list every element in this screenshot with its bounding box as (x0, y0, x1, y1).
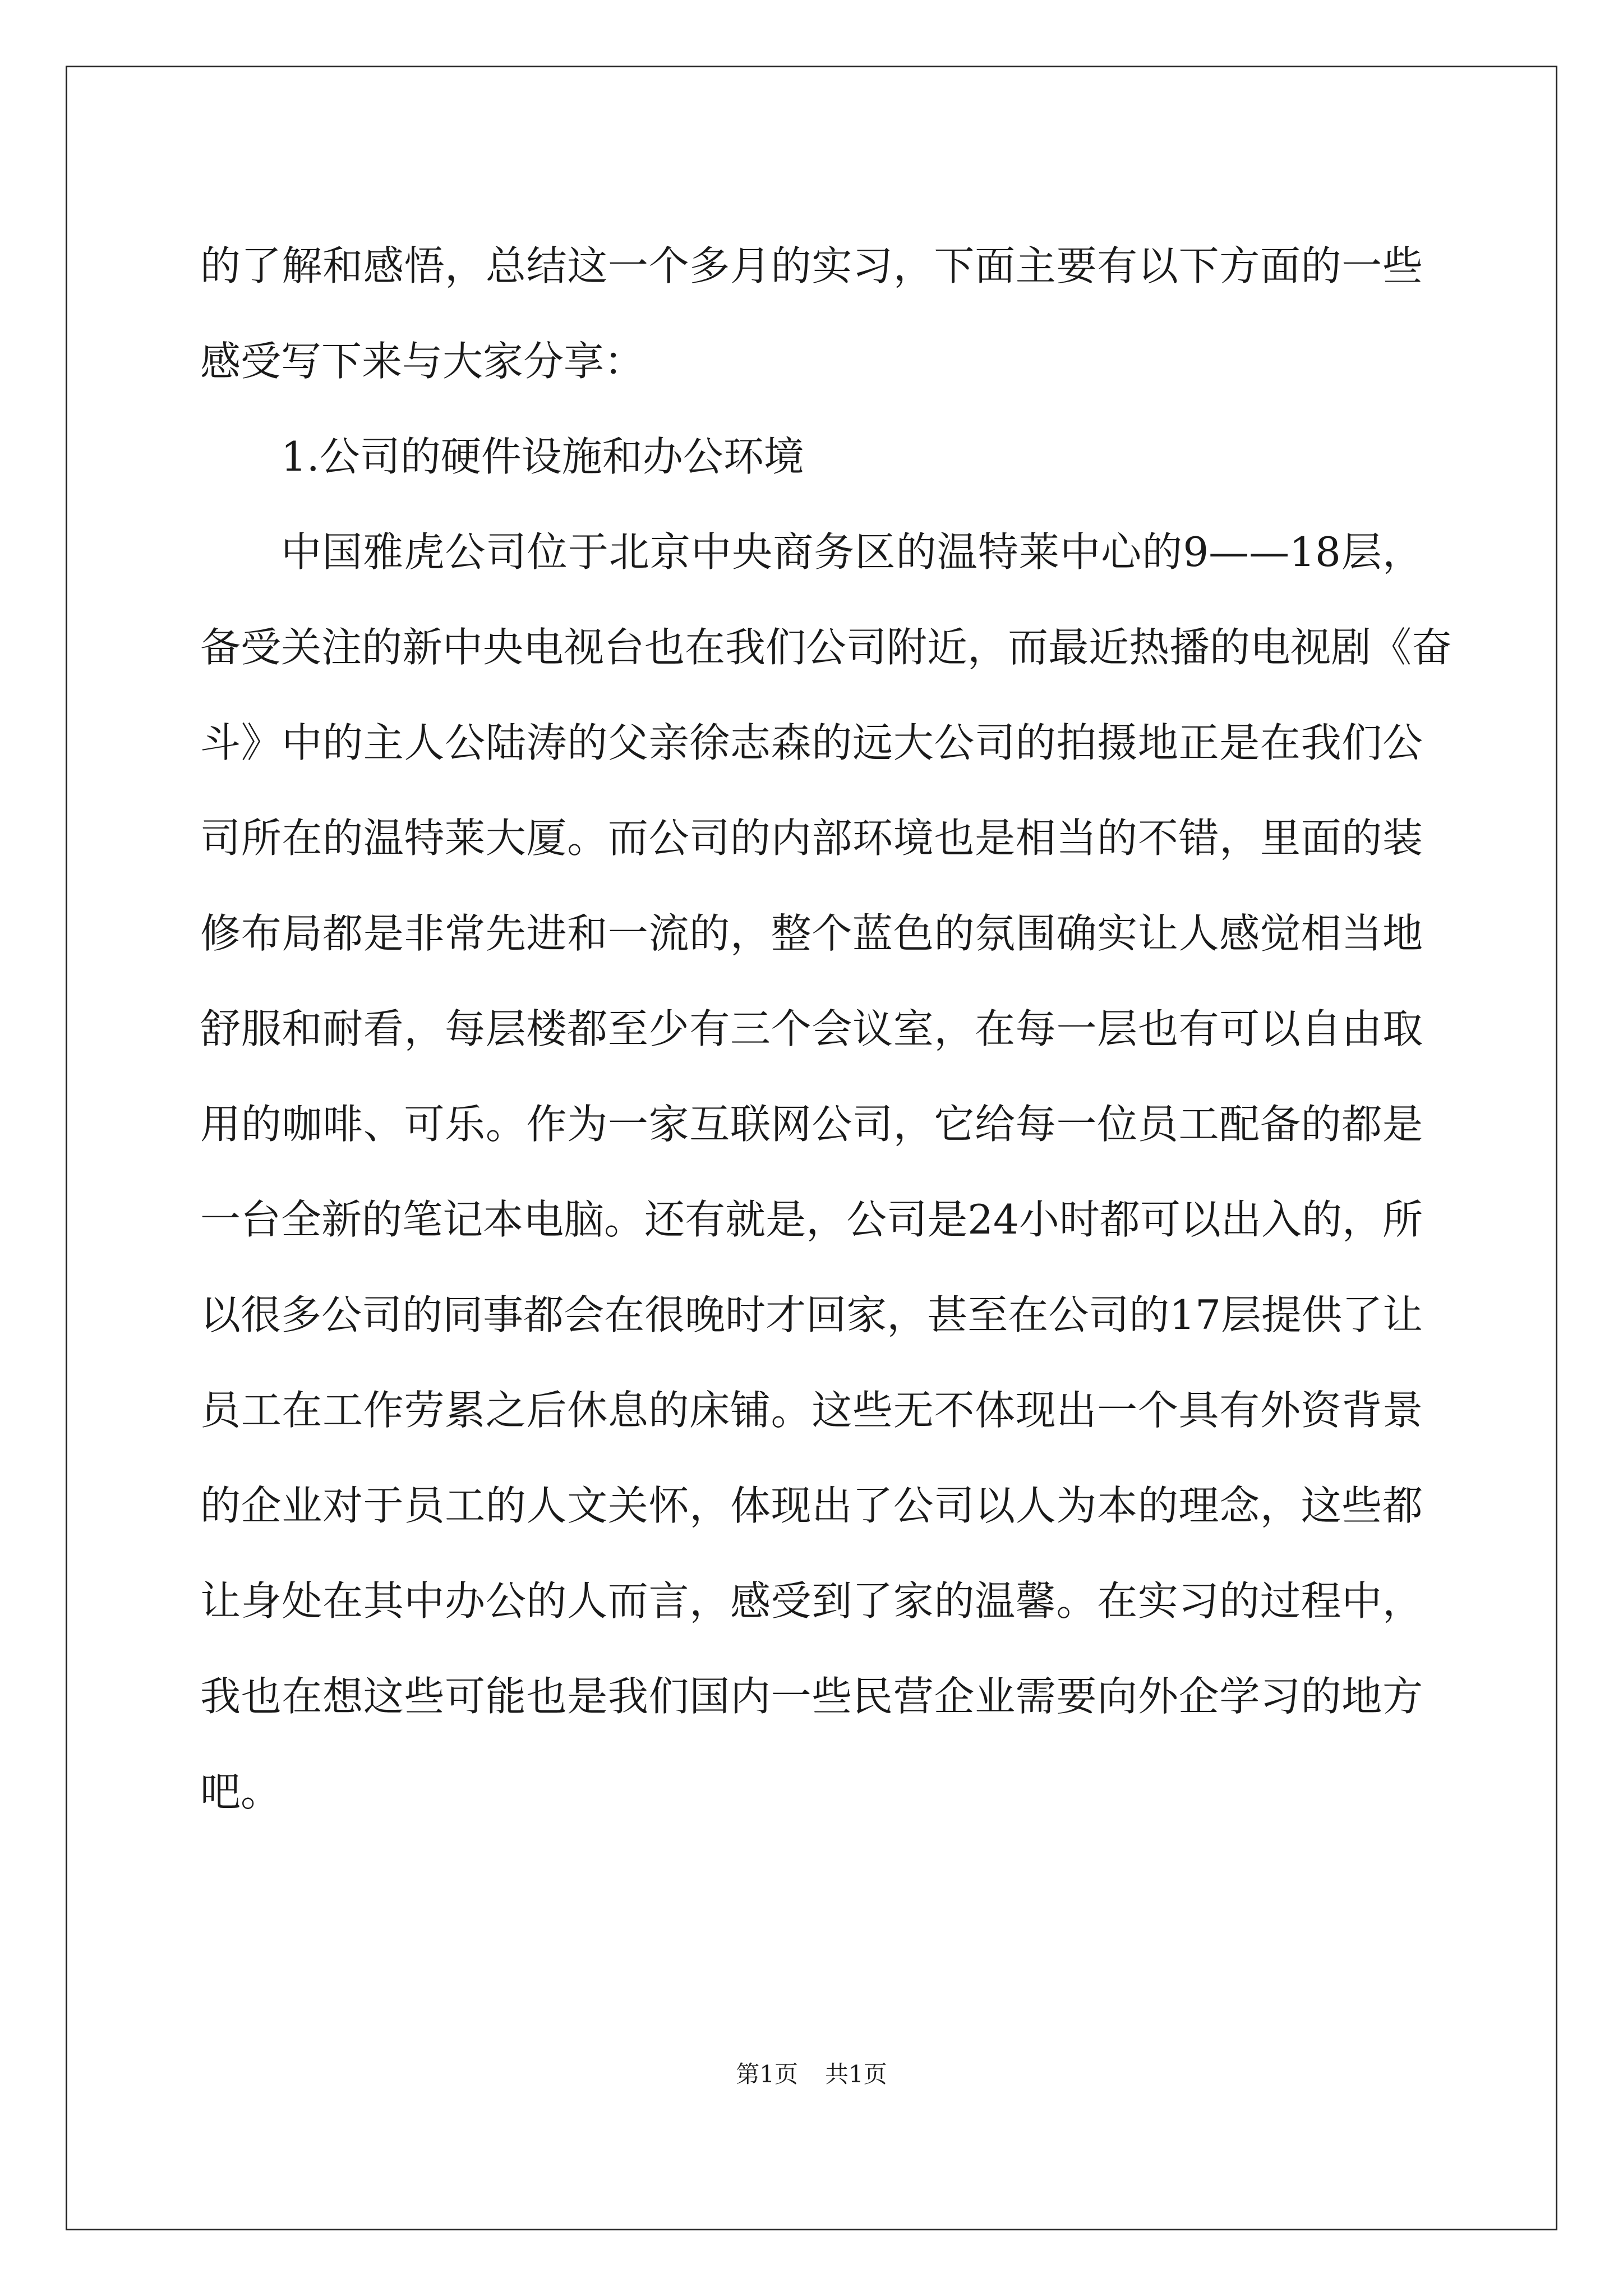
text-line: 吧。 (200, 1768, 282, 1815)
text-line: 舒服和耐看，每层楼都至少有三个会议室，在每一层也有可以自由取 (200, 1005, 1423, 1052)
text-line: 员工在工作劳累之后休息的床铺。这些无不体现出一个具有外资背景 (200, 1387, 1423, 1434)
text-line: 备受关注的新中央电视台也在我们公司附近，而最近热播的电视剧《奋 (200, 624, 1453, 671)
text-line: 司所在的温特莱大厦。而公司的内部环境也是相当的不错，里面的装 (200, 815, 1423, 862)
page-footer (0, 2058, 1623, 2091)
text-line: 感受写下来与大家分享： (200, 338, 645, 385)
text-line: 的企业对于员工的人文关怀，体现出了公司以人为本的理念，这些都 (200, 1482, 1423, 1529)
text-line: 修布局都是非常先进和一流的，整个蓝色的氛围确实让人感觉相当地 (200, 910, 1423, 957)
text-line: 一台全新的笔记本电脑。还有就是，公司是24小时都可以出入的，所 (200, 1196, 1423, 1243)
document-body (200, 218, 1453, 1839)
text-line: 斗》中的主人公陆涛的父亲徐志森的远大公司的拍摄地正是在我们公 (200, 719, 1423, 766)
paragraph-first-line: 中国雅虎公司位于北京中央商务区的温特莱中心的9——18层， (281, 528, 1423, 576)
text-line: 我也在想这些可能也是我们国内一些民营企业需要向外企学习的地方 (200, 1673, 1423, 1720)
text-line: 的了解和感悟，总结这一个多月的实习，下面主要有以下方面的一些 (200, 242, 1423, 289)
text-line: 用的咖啡、可乐。作为一家互联网公司，它给每一位员工配备的都是 (200, 1101, 1423, 1148)
text-line: 以很多公司的同事都会在很晚时才回家，甚至在公司的17层提供了让 (200, 1291, 1423, 1338)
section-heading: 1.公司的硬件设施和办公环境 (281, 433, 804, 480)
text-line: 让身处在其中办公的人而言，感受到了家的温馨。在实习的过程中， (200, 1577, 1423, 1625)
page-count: 共1页 (825, 2060, 887, 2088)
page-number: 第1页 (736, 2060, 798, 2088)
